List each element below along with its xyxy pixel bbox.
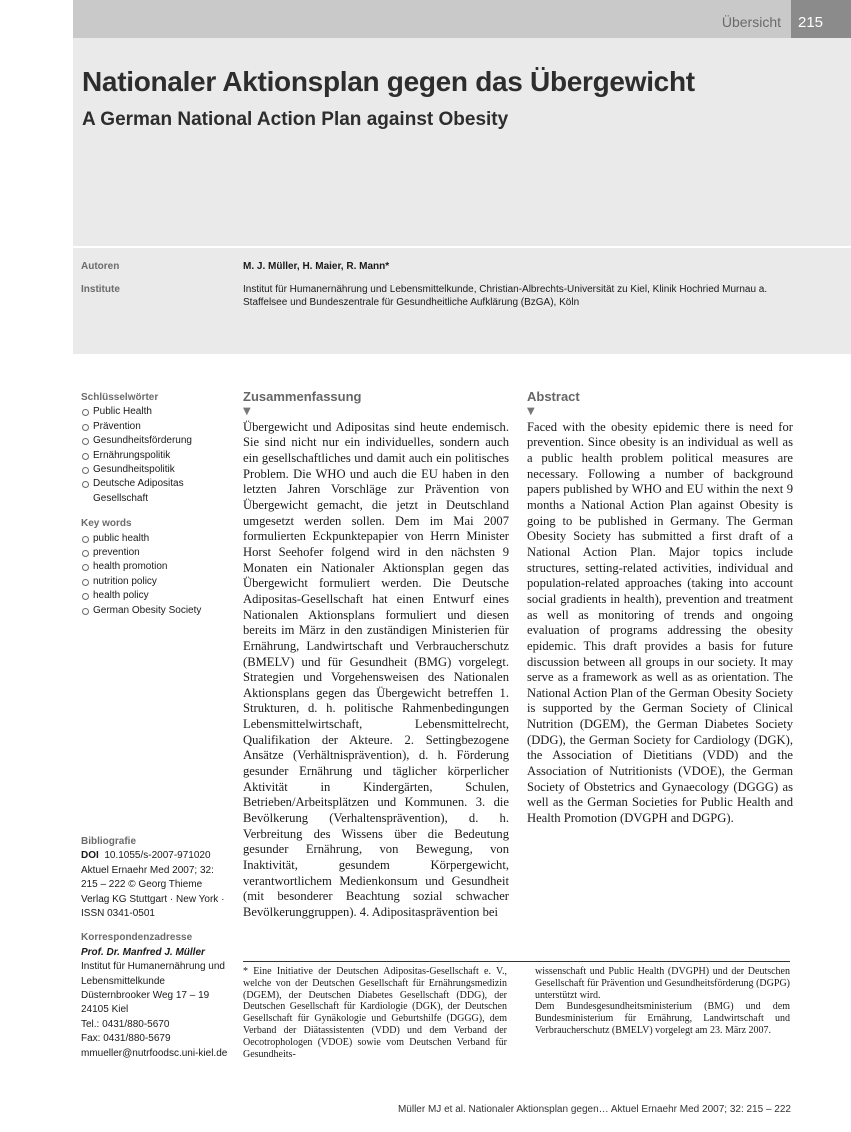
abstract-de-text: Übergewicht und Adipositas sind heute endemisch. Sie sind nicht nur ein individuelles, sondern auch ein gesellschaftliches und damit auch ein politisches Problem. Die WHO und auch die EU haben in den letzten Jahren Vorschläge zur Prävention von Übergewicht gemacht, die jetzt in Deutschland umgesetzt werden sollen. Dem im Mai 2007 formulierten Eckpunktepapier von Herrn Minister Horst Seehofer folgend wird in den nächsten 9 Monaten ein Nationaler Aktionsplan gegen das Übergewicht formuliert werden. Die Deutsche Adipositas-Gesellschaft hat einen Entwurf eines Nationalen Aktionsplans formuliert und diesen bereits im März in den zuständigen Ministerien für Ernährung, Landwirtschaft und Verbraucherschutz (BMELV) und für Gesundheit (BMG) vorgelegt. Strategien und Vorgehensweisen des Nationalen Aktionsplans gegen das Übergewicht betreffen 1. Strukturen, d. h. politische Rahmenbedingungen Lebensmittelwirtschaft, Lebensmittelrecht, Qualifikation der Akteure. 2. Settingbezogene Ansätze (Verhältnisprävention), d. h. Förderung gesunder Ernährung und täglicher körperlicher Aktivität in Kindergärten, Schulen, Betrieben/Arbeitsplätzen und Kommunen. 3. die Bevölkerung (Verhaltensprävention), d. h. Verbreitung des Wissens über die Bedeutung gesunder Ernährung, von Bewegung, von Inaktivität, gesundem Körpergewicht, verantwortlichem Medienkonsum und Gesundheit (mit besonderer Beachtung sozial schwacher Bevölkerunggruppen). 4. Adipositasprävention bei (243, 419, 509, 919)
correspondence-line: 24105 Kiel (81, 1004, 129, 1016)
correspondence-email[interactable]: mmueller@nutrfoodsc.uni-kiel.de (81, 1047, 228, 1059)
footnote-left: * Eine Initiative der Deutschen Adipositas-Gesellschaft e. V., welche von der Deutschen Gesellschaft für Ernährungsmedizin (DGEM), der Deutschen Diabetes Gesellschaft (DDG), der Deutschen Gesellschaft für Kardiologie (DGK), der Deutschen Gesellschaft für Gynäkologie und Geburtshilfe (DGGG), dem Verband der Diätassistenten (VDD) und dem Verband der Oecotrophologen (VDOE) sowie vom Deutschen Verband für Gesundheits- (243, 966, 507, 1060)
abstract-de (243, 389, 509, 921)
title-block (73, 38, 851, 246)
authors: M. J. Müller, H. Maier, R. Mann* (243, 261, 390, 272)
keywords-de-heading: Schlüsselwörter (81, 392, 159, 403)
doi-line (81, 849, 231, 863)
correspondence-heading: Korrespondenzadresse (81, 932, 193, 944)
correspondence-line: Institut für Humanernährung und Lebensmittelkunde (81, 961, 225, 987)
bibliography-heading: Bibliografie (81, 836, 137, 847)
institutes-label: Institute (81, 284, 120, 295)
bibliography-sidebar (81, 835, 231, 1061)
keyword-item: Gesundheitspolitik (81, 463, 231, 477)
footnote-right (535, 966, 790, 1037)
keywords-en-heading: Key words (81, 518, 132, 530)
english-subtitle: A German National Action Plan against Obesity (82, 109, 509, 130)
doi-value[interactable]: 10.1055/s-2007-971020 (104, 850, 211, 862)
keywords-de-list (81, 405, 231, 506)
institutes: Institut für Humanernährung und Lebensmittelkunde, Christian-Albrechts-Universität zu Kiel, Klinik Hochried Murnau a. Staffelsee und Bundeszentrale für Gesundheitliche Aufklärung (BzGA), Köln (243, 284, 768, 308)
correspondence-name: Prof. Dr. Manfred J. Müller (81, 946, 205, 958)
abstract-en-text: Faced with the obesity epidemic there is need for prevention. Since obesity is an individual as well as a public health problem political measures are necessary. Following a number of background papers published by WHO and EU within the next 9 months a National Action Plan against Obesity is going to be published in Germany. The German Obesity Society has submitted a first draft of a National Action Plan. Major topics include structures, setting-related activities, individual and population-related approaches (taking into account social gradients in health), prevention and treatment as well as monitoring of trends and ongoing evaluation of programs addressing the obesity epidemic. This draft provides a basis for future discussion between all groups in our society. It may serve as a framework as well as as orientation. The National Action Plan of the German Obesity Society is supported by the German Society of Clinical Nutrition (DGEM), the German Diabetes Society (DDG), the German Society for Cardiology (DGK), the Association of Dietitians (VDD) and the Association of Nutritionists (VDOE), the German Society of Obstetrics and Gynaecology (DGGG) as well as the German Societies for Public Health and Health Promotion (DVGPH and DGPG). (527, 419, 793, 826)
keyword-item: Gesundheitsförderung (81, 434, 231, 448)
page-number: 215 (791, 0, 851, 38)
keyword-item: nutrition policy (81, 575, 231, 589)
header-band (73, 0, 791, 38)
keyword-item: German Obesity Society (81, 604, 231, 618)
arrow-down-icon: ▼ (243, 405, 251, 417)
meta-block (73, 248, 851, 354)
correspondence-line: Tel.: 0431/880-5670 (81, 1018, 170, 1030)
keyword-item: Prävention (81, 420, 231, 434)
authors-label: Autoren (81, 261, 120, 272)
abstract-de-heading: Zusammenfassung (243, 389, 362, 404)
keyword-item: prevention (81, 546, 231, 560)
arrow-down-icon: ▼ (527, 405, 535, 417)
keyword-item: Public Health (81, 405, 231, 419)
keywords-sidebar (81, 391, 231, 618)
section-label: Übersicht (721, 14, 781, 30)
doi-label: DOI (81, 850, 99, 862)
correspondence-line: Fax: 0431/880-5679 (81, 1033, 171, 1045)
page-title: Nationaler Aktionsplan gegen das Übergewicht (82, 66, 695, 97)
footnote-right-para: wissenschaft und Public Health (DVGPH) und der Deutschen Gesellschaft für Prävention und Gesundheitsförderung (DGPG) unterstützt wird. (535, 966, 790, 1001)
keyword-item: health policy (81, 589, 231, 603)
correspondence-line: Düsternbrooker Weg 17 – 19 (81, 990, 210, 1002)
abstract-en-heading: Abstract (527, 389, 580, 404)
keyword-item: public health (81, 532, 231, 546)
footnote-divider (243, 961, 790, 962)
abstract-en (527, 389, 793, 827)
keyword-item: health promotion (81, 560, 231, 574)
keyword-item: Deutsche Adipositas Gesellschaft (81, 477, 231, 506)
keyword-item: Ernährungspolitik (81, 449, 231, 463)
citation: Aktuel Ernaehr Med 2007; 32: 215 – 222 © Georg Thieme Verlag KG Stuttgart · New York · ISSN 0341-0501 (81, 864, 225, 920)
keywords-en-list (81, 532, 231, 618)
footnote-right-para: Dem Bundesgesundheitsministerium (BMG) und dem Bundesministerium für Ernährung, Landwirtschaft und Verbraucherschutz (BMELV) vorgelegt am 23. März 2007. (535, 1001, 790, 1036)
running-footer: Müller MJ et al. Nationaler Aktionsplan gegen… Aktuel Ernaehr Med 2007; 32: 215 – 222 (397, 1104, 791, 1115)
